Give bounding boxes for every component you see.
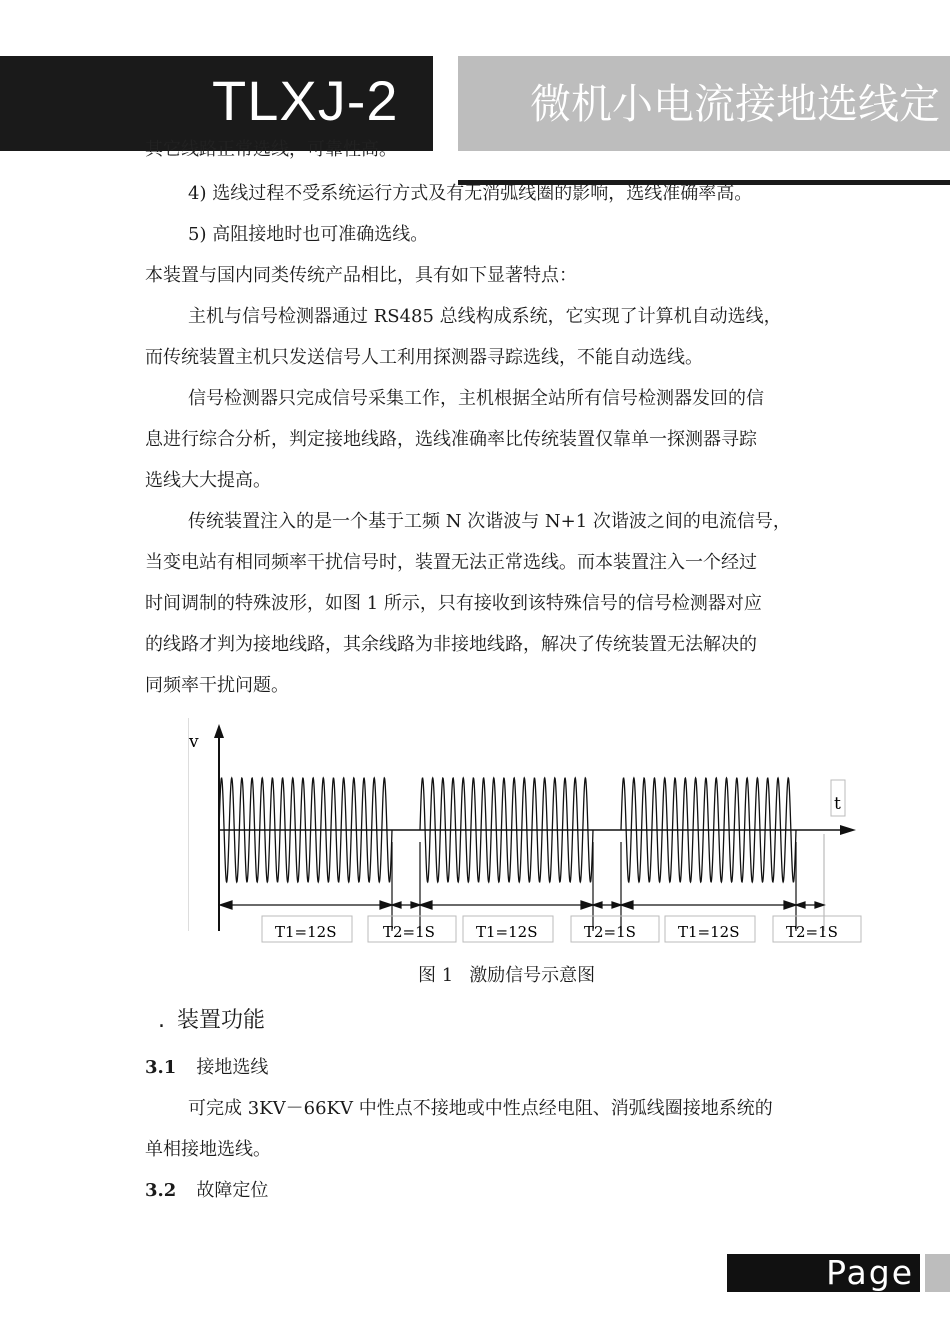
arrow-head [815, 902, 824, 908]
period-label: T2=1S [584, 923, 636, 941]
para3-line: 的线路才判为接地线路，其余线路为非接地线路，解决了传统装置无法解决的 [145, 634, 757, 655]
burst-waveform [621, 778, 796, 882]
arrow-head [593, 902, 602, 908]
figure-caption [418, 964, 611, 988]
cut-off-line: 其它线路正常选线，可靠性高。 [145, 139, 397, 160]
arrow-head [220, 901, 232, 909]
sub1-line: 单相接地选线。 [145, 1139, 271, 1160]
period-label: T2=1S [786, 923, 838, 941]
footer-page-label: Page [826, 1253, 914, 1292]
para2-line: 信号检测器只完成信号采集工作，主机根据全站所有信号检测器发回的信 [188, 388, 764, 409]
period-label: T1=12S [678, 923, 740, 941]
x-axis-label: t [834, 794, 841, 814]
section-title: 装置功能 [177, 1008, 266, 1033]
sub1-line: 可完成 3KV－66KV 中性点不接地或中性点经电阻、消弧线圈接地系统的 [188, 1098, 773, 1119]
arrow-head [796, 902, 805, 908]
subsection-heading [145, 1179, 268, 1203]
para2-line: 息进行综合分析，判定接地线路，选线准确率比传统装置仅靠单一探测器寻踪 [145, 429, 757, 450]
para1-line: 主机与信号检测器通过 RS485 总线构成系统，它实现了计算机自动选线， [188, 306, 782, 327]
duration-arrows [220, 901, 824, 909]
burst-waveform [420, 778, 593, 882]
subsection-title: 故障定位 [196, 1180, 269, 1201]
arrow-head [621, 901, 633, 909]
period-label: T1=12S [476, 923, 538, 941]
para3-line: 时间调制的特殊波形，如图 1 所示，只有接收到该特殊信号的信号检测器对应 [145, 593, 762, 614]
caption-number: 图 1 [418, 965, 454, 986]
subsection-number: 3.1 [145, 1057, 177, 1078]
list-item-4: 4) 选线过程不受系统运行方式及有无消弧线圈的影响，选线准确率高。 [188, 183, 753, 204]
para2-line: 选线大大提高。 [145, 470, 271, 491]
figure-excitation-signal [188, 716, 868, 952]
y-axis-label: v [189, 732, 199, 752]
arrow-head [392, 902, 401, 908]
waveform-diagram [188, 716, 868, 948]
subsection-number: 3.2 [145, 1180, 177, 1201]
para3-line: 当变电站有相同频率干扰信号时，装置无法正常选线。而本装置注入一个经过 [145, 552, 757, 573]
para3-line: 传统装置注入的是一个基于工频 N 次谐波与 N+1 次谐波之间的电流信号， [188, 511, 791, 532]
header-title-block [458, 56, 950, 151]
intro-line: 本装置与国内同类传统产品相比，具有如下显著特点： [145, 265, 577, 286]
x-axis-arrow [840, 825, 856, 835]
subsection-title: 接地选线 [196, 1057, 269, 1078]
arrow-head [420, 901, 432, 909]
section-heading [158, 1006, 265, 1036]
para3-line: 同频率干扰问题。 [145, 675, 289, 696]
header-model: TLXJ-2 [212, 69, 399, 132]
footer-page-block [727, 1254, 920, 1292]
header-title: 微机小电流接地选线定 [530, 80, 940, 128]
caption-text: 激励信号示意图 [469, 965, 596, 986]
label-boxes [262, 916, 861, 942]
period-label: T1=12S [275, 923, 337, 941]
para1-line: 而传统装置主机只发送信号人工利用探测器寻踪选线，不能自动选线。 [145, 347, 703, 368]
footer-gray-block [925, 1254, 950, 1292]
list-item-5: 5) 高阻接地时也可准确选线。 [188, 224, 429, 245]
y-axis-arrow [214, 724, 224, 738]
subsection-heading [145, 1056, 268, 1080]
burst-waveform [219, 778, 392, 882]
section-dot: . [158, 1008, 165, 1033]
period-label: T2=1S [383, 923, 435, 941]
